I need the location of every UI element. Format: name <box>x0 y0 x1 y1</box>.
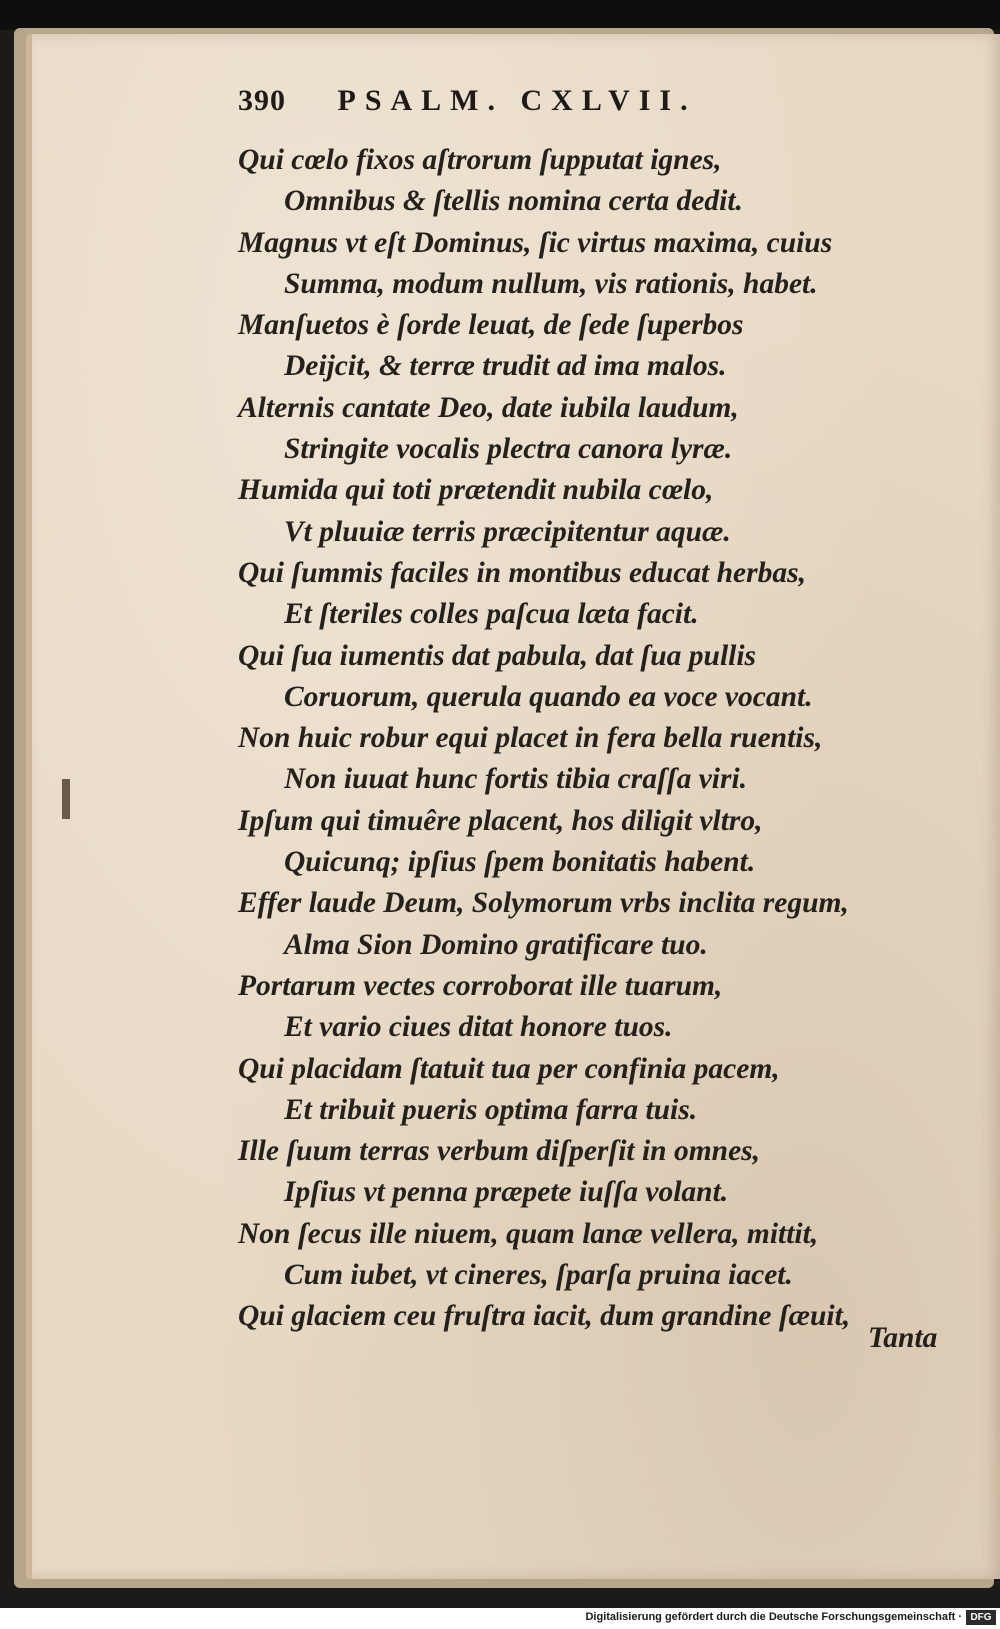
verse-line: Magnus vt eſt Dominus, ſic virtus maxima, cuius <box>238 226 833 259</box>
psalm-title: PSALM. CXLVII. <box>337 84 697 117</box>
verse-line: Qui ſua iumentis dat pabula, dat ſua pullis <box>238 639 757 672</box>
dfg-logo: DFG <box>966 1610 996 1625</box>
verse-line: Stringite vocalis plectra canora lyræ. <box>284 433 733 466</box>
verse-line: Ipſius vt penna præpete iuſſa volant. <box>284 1176 729 1209</box>
verse-line: Et tribuit pueris optima farra tuis. <box>284 1093 698 1126</box>
verse-line: Ipſum qui timuêre placent, hos diligit vltro, <box>238 804 763 837</box>
catchword: Tanta <box>868 1322 938 1354</box>
verse-line: Qui ſummis faciles in montibus educat herbas, <box>238 556 806 589</box>
verse-line: Qui glaciem ceu fruſtra iacit, dum grandine ſæuit, <box>238 1300 851 1333</box>
verse-line: Portarum vectes corroborat ille tuarum, <box>238 969 723 1002</box>
verse-line: Non iuuat hunc fortis tibia craſſa viri. <box>284 763 748 796</box>
footer-bar <box>0 1608 1000 1629</box>
verse-line: Humida qui toti prætendit nubila cœlo, <box>238 474 714 507</box>
verse-block <box>238 140 958 1338</box>
verse-line: Deijcit, & terræ trudit ad ima malos. <box>284 350 727 383</box>
verse-line: Ille ſuum terras verbum diſperſit in omnes, <box>238 1135 761 1168</box>
verse-line: Non huic robur equi placet in fera bella ruentis, <box>238 722 823 755</box>
verse-line: Effer laude Deum, Solymorum vrbs inclita regum, <box>238 887 849 920</box>
gutter-mark <box>62 779 70 819</box>
funding-credit: Digitalisierung gefördert durch die Deutsche Forschungsgemeinschaft · <box>585 1611 962 1623</box>
verse-line: Manſuetos è ſorde leuat, de ſede ſuperbos <box>238 309 744 342</box>
verse-line: Summa, modum nullum, vis rationis, habet. <box>284 267 818 300</box>
verse-line: Qui cœlo fixos aſtrorum ſupputat ignes, <box>238 144 722 176</box>
verse-line: Qui placidam ſtatuit tua per confinia pacem, <box>238 1052 780 1085</box>
verse-line: Alternis cantate Deo, date iubila laudum, <box>238 391 739 424</box>
verse-line: Cum iubet, vt cineres, ſparſa pruina iacet. <box>284 1259 793 1292</box>
verse-line: Et vario ciues ditat honore tuos. <box>284 1011 673 1044</box>
running-head <box>238 84 798 124</box>
verse-line: Quicunq; ipſius ſpem bonitatis habent. <box>284 846 756 879</box>
scan-background-top <box>0 0 1000 30</box>
verse-line: Coruorum, querula quando ea voce vocant. <box>284 680 813 713</box>
verse-line: Vt pluuiæ terris præcipitentur aquæ. <box>284 515 731 548</box>
verse-line: Omnibus & ſtellis nomina certa dedit. <box>284 185 743 218</box>
page-number: 390 <box>238 84 286 117</box>
verse-line: Alma Sion Domino gratificare tuo. <box>284 928 708 961</box>
verse-line: Non ſecus ille niuem, quam lanæ vellera, mittit, <box>238 1217 819 1250</box>
verse-line: Et ſteriles colles paſcua læta facit. <box>284 598 699 631</box>
